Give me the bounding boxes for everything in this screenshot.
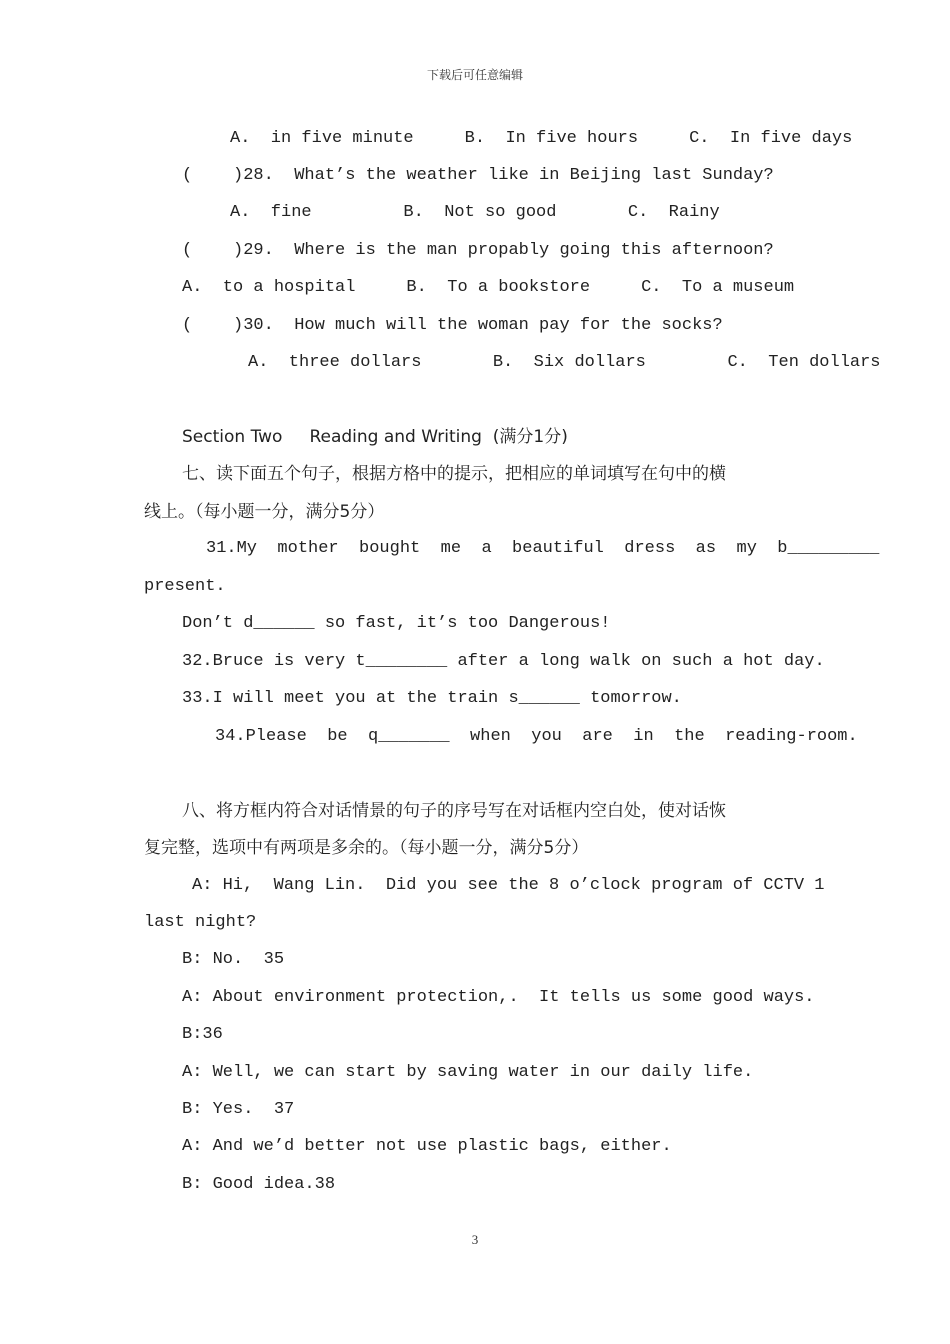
page-header-watermark: 下载后可任意编辑 <box>426 68 523 82</box>
q30-options: A. three dollars B. Six dollars C. Ten dollars <box>248 353 881 372</box>
dialogue-line-a4: A: And we’d better not use plastic bags, either. <box>182 1137 672 1156</box>
part-seven-instructions: 七、读下面五个句子，根据方格中的提示，把相应的单词填写在句中的横 <box>182 464 726 484</box>
part-seven-instructions-cont: 线上。（每小题一分，满分5分） <box>144 502 385 522</box>
section-two-heading: Section Two Reading and Writing (满分1分) <box>182 427 568 447</box>
part-eight-instructions-cont: 复完整，选项中有两项是多余的。（每小题一分，满分5分） <box>144 838 589 858</box>
q-sentence-d: Don’t d______ so fast, it’s too Dangerous! <box>182 614 611 633</box>
page-number: 3 <box>471 1232 479 1247</box>
dialogue-line-b4: B: Good idea.38 <box>182 1175 336 1194</box>
q28-options: A. fine B. Not so good C. Rainy <box>230 203 720 222</box>
q34-sentence: 34.Please be q_______ when you are in the reading-room. <box>215 727 858 746</box>
dialogue-line-a1: A: Hi, Wang Lin. Did you see the 8 o’clock program of CCTV 1 <box>192 876 825 895</box>
dialogue-line-b3: B: Yes. 37 <box>182 1100 295 1119</box>
q33-sentence: 33.I will meet you at the train s______ tomorrow. <box>182 689 682 708</box>
dialogue-line-b1: B: No. 35 <box>182 950 285 969</box>
q30-question: ( )30. How much will the woman pay for the socks? <box>182 316 723 335</box>
part-eight-instructions: 八、将方框内符合对话情景的句子的序号写在对话框内空白处，使对话恢 <box>182 801 726 821</box>
dialogue-line-a2: A: About environment protection,. It tells us some good ways. <box>182 988 815 1007</box>
q32-sentence: 32.Bruce is very t________ after a long walk on such a hot day. <box>182 652 825 671</box>
dialogue-line-a1-cont: last night? <box>144 913 257 932</box>
q29-options: A. to a hospital B. To a bookstore C. To a museum <box>182 278 795 297</box>
dialogue-line-a3: A: Well, we can start by saving water in our daily life. <box>182 1063 754 1082</box>
q31-sentence-cont: present. <box>144 577 226 596</box>
q31-sentence: 31.My mother bought me a beautiful dress as my b_________ <box>206 539 880 558</box>
dialogue-line-b2: B:36 <box>182 1025 223 1044</box>
q29-question: ( )29. Where is the man propably going this afternoon? <box>182 241 774 260</box>
q27-options: A. in five minute B. In five hours C. In five days <box>230 129 853 148</box>
q28-question: ( )28. What’s the weather like in Beijing last Sunday? <box>182 166 774 185</box>
